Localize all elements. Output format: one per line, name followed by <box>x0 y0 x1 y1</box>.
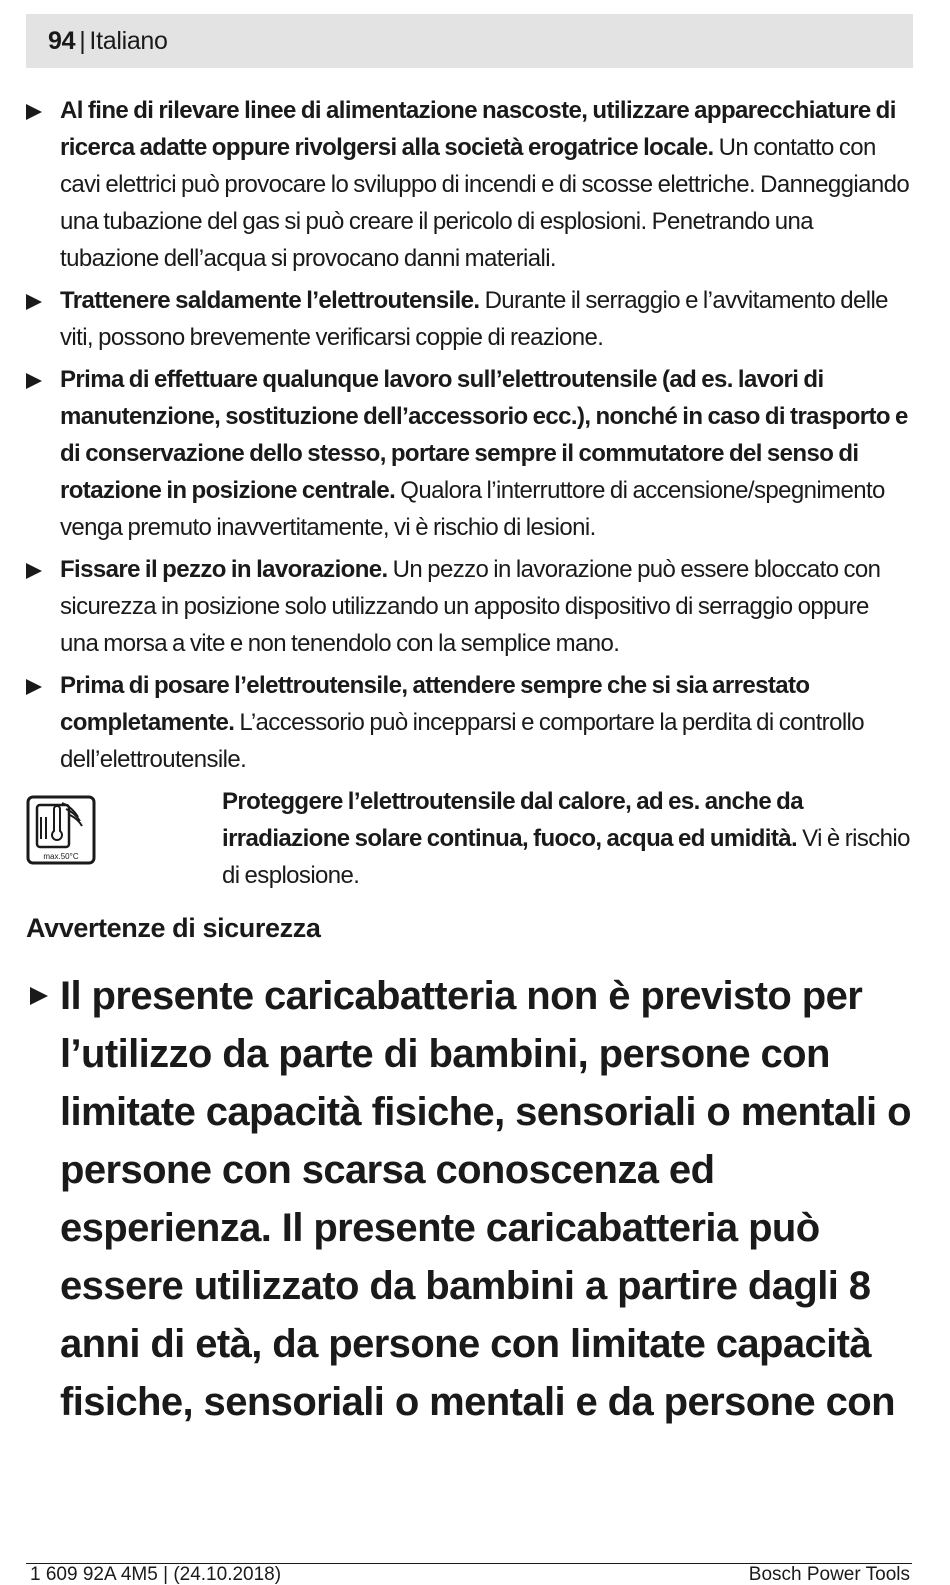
charger-warning-text: Il presente caricabatteria non è previsto per l’utilizzo da parte di bambini, persone con limitate capacità fisiche, sensoriali o mentali o persone con scarsa conoscenza ed esperienza. Il presente caricabatteria può essere utilizzato da bambini a partire dagli 8 anni di età, da persone con limitate capacità fisiche, sensoriali o mentali e da persone con <box>60 974 911 1424</box>
heat-warning-body: Vi è rischio di esplosione. <box>222 825 910 889</box>
warning-item-hidden-lines <box>26 92 912 277</box>
footer-brand: Bosch Power Tools <box>748 1564 910 1585</box>
warning-bold-text: Al fine di rilevare linee di alimentazione nascoste, utilizzare apparecchiature di ricerca adatte oppure rivolgersi alla società erogatrice locale. <box>60 97 896 161</box>
bullet-triangle-icon <box>30 987 48 1005</box>
warning-item-hold-tool <box>26 282 912 356</box>
bullet-triangle-icon <box>26 563 42 579</box>
bullet-triangle-icon <box>26 373 42 389</box>
bullet-triangle-icon <box>26 104 42 120</box>
heat-warning-text <box>222 783 912 894</box>
page-number: 94 <box>48 27 76 55</box>
header-text <box>48 26 168 56</box>
warning-item-rotation-switch <box>26 361 912 546</box>
warning-item-wait-stop <box>26 667 912 778</box>
header-separator: | <box>79 27 86 55</box>
heat-warning-block <box>26 783 912 905</box>
warning-bold-text: Trattenere saldamente l’elettroutensile. <box>60 287 480 314</box>
warning-body-text: Qualora l’interruttore di accensione/spegnimento venga premuto inavvertitamente, vi è rischio di lesioni. <box>60 477 885 541</box>
warning-body-text: L’accessorio può incepparsi e comportare la perdita di controllo dell’elettroutensile. <box>60 709 865 773</box>
warning-bold-text: Prima di effettuare qualunque lavoro sull’elettroutensile (ad es. lavori di manutenzione, sostituzione dell’accessorio ecc.), nonché in caso di trasporto e di conservazione dello stesso, portare sempre il commutatore del senso di rotazione in posizione centrale. <box>60 366 908 504</box>
warning-item-secure-workpiece <box>26 551 912 662</box>
bullet-triangle-icon <box>26 679 42 695</box>
warning-bold-text: Fissare il pezzo in lavorazione. <box>60 556 388 583</box>
warning-bold-text: Prima di posare l’elettroutensile, attendere sempre che si sia arrestato completamente. <box>60 672 810 736</box>
warning-body-text: Durante il serraggio e l’avvitamento delle viti, possono brevemente verificarsi coppie di reazione. <box>60 287 888 351</box>
bullet-triangle-icon <box>26 294 42 310</box>
section-title: Avvertenze di sicurezza <box>26 913 321 943</box>
icon-label: max.50°C <box>43 852 79 861</box>
warning-body-text: Un pezzo in lavorazione può essere bloccato con sicurezza in posizione solo utilizzando un apposito dispositivo di serraggio oppure una morsa a vite e non tenendolo con la semplice mano. <box>60 556 881 657</box>
heat-protection-icon <box>26 795 96 865</box>
warning-body-text: Un contatto con cavi elettrici può provocare lo sviluppo di incendi e di scosse elettriche. Danneggiando una tubazione del gas si può creare il pericolo di esplosioni. Penetrando una tubazione dell’acqua si provocano danni materiali. <box>60 134 910 272</box>
header-language: Italiano <box>89 27 168 55</box>
footer-doc-id: 1 609 92A 4M5 | (24.10.2018) <box>30 1564 282 1585</box>
page-content <box>26 92 912 1431</box>
page-header <box>26 14 913 68</box>
heat-warning-bold: Proteggere l’elettroutensile dal calore, ad es. anche da irradiazione solare continua, fuoco, acqua ed umidità. <box>222 788 803 852</box>
charger-warning-item <box>26 967 912 1431</box>
